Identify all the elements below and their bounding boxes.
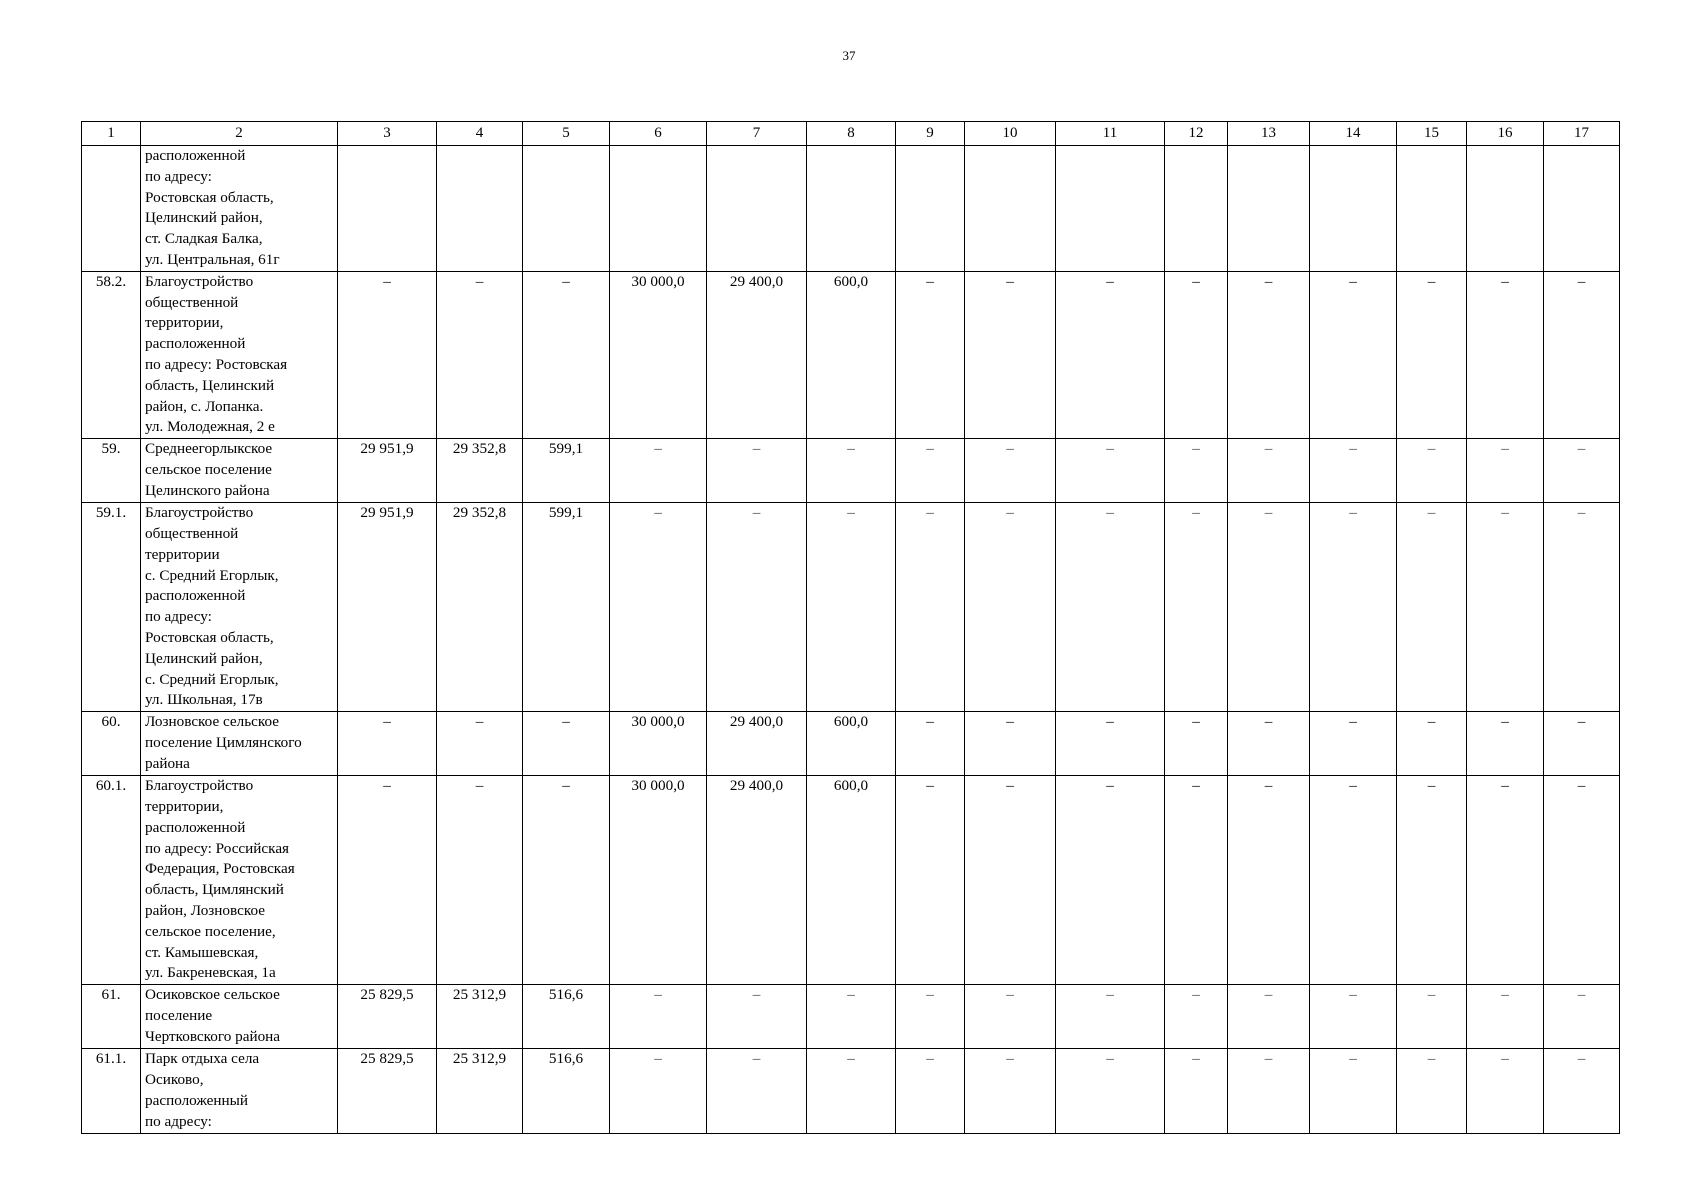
table-row — [82, 776, 1620, 985]
value-cell: – — [965, 1049, 1056, 1134]
value-cell: – — [1228, 503, 1310, 712]
value-cell: – — [965, 985, 1056, 1049]
value-cell: – — [1310, 503, 1397, 712]
value-cell: – — [707, 439, 807, 503]
value-cell: – — [1056, 1049, 1165, 1134]
value-cell: 29 400,0 — [707, 776, 807, 985]
value-cell: 30 000,0 — [610, 776, 707, 985]
object-name-cell: Благоустройство территории, расположенной по адресу: Российская Федерация, Ростовская область, Цимлянский район, Лозновское сельское поселение, ст. Камышевская, ул. Бакреневская, 1а — [141, 776, 338, 985]
value-cell: 516,6 — [523, 1049, 610, 1134]
value-cell: – — [1310, 271, 1397, 438]
object-name-cell: Благоустройство общественной территории с. Средний Егорлык, расположенной по адресу: Ростовская область, Целинский район, с. Средний Егорлык, ул. Школьная, 17в — [141, 503, 338, 712]
value-cell: – — [1544, 776, 1620, 985]
value-cell — [1056, 146, 1165, 272]
value-cell — [965, 146, 1056, 272]
value-cell: – — [610, 503, 707, 712]
value-cell: – — [807, 503, 896, 712]
value-cell: – — [896, 439, 965, 503]
value-cell: – — [896, 776, 965, 985]
value-cell: – — [965, 503, 1056, 712]
value-cell: – — [1056, 271, 1165, 438]
object-name-cell: Осиковское сельское поселение Чертковского района — [141, 985, 338, 1049]
object-name-cell: Благоустройство общественной территории, расположенной по адресу: Ростовская область, Целинский район, с. Лопанка. ул. Молодежная, 2 е — [141, 271, 338, 438]
value-cell: – — [1397, 712, 1467, 776]
column-header: 17 — [1544, 122, 1620, 146]
value-cell: – — [1467, 439, 1544, 503]
value-cell: – — [807, 1049, 896, 1134]
value-cell: – — [437, 271, 523, 438]
table-row — [82, 271, 1620, 438]
column-header: 3 — [338, 122, 437, 146]
value-cell: – — [610, 1049, 707, 1134]
value-cell — [707, 146, 807, 272]
value-cell: – — [965, 776, 1056, 985]
value-cell: – — [1228, 776, 1310, 985]
value-cell: – — [965, 439, 1056, 503]
table-row — [82, 503, 1620, 712]
object-name-cell: Среднеегорлыкское сельское поселение Целинского района — [141, 439, 338, 503]
value-cell: – — [965, 712, 1056, 776]
value-cell: – — [523, 776, 610, 985]
column-header: 7 — [707, 122, 807, 146]
value-cell: – — [1467, 985, 1544, 1049]
value-cell — [807, 146, 896, 272]
value-cell: 600,0 — [807, 271, 896, 438]
value-cell — [1544, 146, 1620, 272]
value-cell: 599,1 — [523, 439, 610, 503]
value-cell: – — [1310, 712, 1397, 776]
value-cell: 29 400,0 — [707, 271, 807, 438]
row-number-cell: 58.2. — [82, 271, 141, 438]
column-header: 9 — [896, 122, 965, 146]
budget-table — [81, 121, 1620, 1134]
column-header: 13 — [1228, 122, 1310, 146]
value-cell: – — [896, 271, 965, 438]
value-cell: – — [338, 776, 437, 985]
value-cell: – — [523, 271, 610, 438]
column-header: 10 — [965, 122, 1056, 146]
row-number-cell: 61.1. — [82, 1049, 141, 1134]
value-cell: – — [896, 712, 965, 776]
column-header: 5 — [523, 122, 610, 146]
column-header: 12 — [1165, 122, 1228, 146]
value-cell: – — [1056, 985, 1165, 1049]
value-cell: – — [1165, 985, 1228, 1049]
value-cell: – — [807, 439, 896, 503]
value-cell: – — [1310, 985, 1397, 1049]
value-cell: – — [1165, 776, 1228, 985]
value-cell: 600,0 — [807, 712, 896, 776]
value-cell: – — [610, 439, 707, 503]
value-cell: – — [965, 271, 1056, 438]
value-cell: – — [1228, 439, 1310, 503]
table-row — [82, 439, 1620, 503]
object-name-cell: Парк отдыха села Осиково, расположенный по адресу: — [141, 1049, 338, 1134]
value-cell: – — [338, 271, 437, 438]
row-number-cell: 59. — [82, 439, 141, 503]
table-row — [82, 712, 1620, 776]
column-header: 1 — [82, 122, 141, 146]
value-cell: – — [1165, 271, 1228, 438]
column-header: 8 — [807, 122, 896, 146]
value-cell — [523, 146, 610, 272]
value-cell: – — [896, 1049, 965, 1134]
row-number-cell: 61. — [82, 985, 141, 1049]
value-cell: – — [707, 1049, 807, 1134]
value-cell: 29 951,9 — [338, 503, 437, 712]
value-cell: – — [1467, 271, 1544, 438]
column-header: 14 — [1310, 122, 1397, 146]
column-header: 2 — [141, 122, 338, 146]
value-cell: – — [1544, 439, 1620, 503]
value-cell: – — [1310, 776, 1397, 985]
value-cell: – — [1397, 439, 1467, 503]
value-cell: – — [1165, 439, 1228, 503]
table-row — [82, 985, 1620, 1049]
value-cell: – — [1228, 271, 1310, 438]
object-name-cell: расположенной по адресу: Ростовская область, Целинский район, ст. Сладкая Балка, ул. Центральная, 61г — [141, 146, 338, 272]
value-cell: – — [1056, 776, 1165, 985]
row-number-cell: 60.1. — [82, 776, 141, 985]
value-cell: 25 312,9 — [437, 1049, 523, 1134]
value-cell: – — [1397, 271, 1467, 438]
value-cell: 29 400,0 — [707, 712, 807, 776]
value-cell: 25 829,5 — [338, 985, 437, 1049]
value-cell: – — [1544, 985, 1620, 1049]
value-cell: 30 000,0 — [610, 712, 707, 776]
value-cell: – — [896, 985, 965, 1049]
column-header: 16 — [1467, 122, 1544, 146]
value-cell: – — [1467, 1049, 1544, 1134]
value-cell: – — [1056, 712, 1165, 776]
row-number-cell — [82, 146, 141, 272]
value-cell: – — [707, 503, 807, 712]
value-cell: – — [1544, 271, 1620, 438]
value-cell: – — [896, 503, 965, 712]
table-row — [82, 146, 1620, 272]
value-cell — [610, 146, 707, 272]
value-cell: – — [1056, 503, 1165, 712]
value-cell: – — [338, 712, 437, 776]
value-cell: – — [1467, 503, 1544, 712]
column-header: 15 — [1397, 122, 1467, 146]
value-cell: – — [1397, 503, 1467, 712]
value-cell: – — [1165, 1049, 1228, 1134]
value-cell: – — [1397, 985, 1467, 1049]
column-header: 11 — [1056, 122, 1165, 146]
value-cell: – — [707, 985, 807, 1049]
value-cell: – — [1310, 1049, 1397, 1134]
value-cell: – — [1228, 1049, 1310, 1134]
value-cell: – — [1544, 712, 1620, 776]
value-cell: – — [1467, 776, 1544, 985]
value-cell: – — [1397, 1049, 1467, 1134]
value-cell — [1228, 146, 1310, 272]
value-cell — [1397, 146, 1467, 272]
value-cell: – — [1165, 712, 1228, 776]
value-cell — [1467, 146, 1544, 272]
value-cell — [1165, 146, 1228, 272]
row-number-cell: 60. — [82, 712, 141, 776]
value-cell: – — [1056, 439, 1165, 503]
value-cell: 600,0 — [807, 776, 896, 985]
value-cell — [896, 146, 965, 272]
value-cell: – — [1165, 503, 1228, 712]
value-cell — [437, 146, 523, 272]
value-cell — [338, 146, 437, 272]
value-cell: 29 352,8 — [437, 439, 523, 503]
page-number: 37 — [842, 48, 856, 63]
value-cell: – — [1544, 1049, 1620, 1134]
object-name-cell: Лозновское сельское поселение Цимлянского района — [141, 712, 338, 776]
value-cell — [1310, 146, 1397, 272]
value-cell: – — [437, 776, 523, 985]
value-cell: 516,6 — [523, 985, 610, 1049]
value-cell: – — [1310, 439, 1397, 503]
column-header: 4 — [437, 122, 523, 146]
value-cell: – — [1228, 712, 1310, 776]
column-header: 6 — [610, 122, 707, 146]
value-cell: 29 951,9 — [338, 439, 437, 503]
value-cell: – — [1467, 712, 1544, 776]
value-cell: – — [1397, 776, 1467, 985]
value-cell: 29 352,8 — [437, 503, 523, 712]
value-cell: – — [1228, 985, 1310, 1049]
value-cell: 599,1 — [523, 503, 610, 712]
value-cell: – — [807, 985, 896, 1049]
table-row — [82, 1049, 1620, 1134]
row-number-cell: 59.1. — [82, 503, 141, 712]
value-cell: 25 312,9 — [437, 985, 523, 1049]
value-cell: – — [437, 712, 523, 776]
value-cell: – — [1544, 503, 1620, 712]
value-cell: 30 000,0 — [610, 271, 707, 438]
value-cell: – — [523, 712, 610, 776]
column-number-row — [82, 122, 1620, 146]
value-cell: – — [610, 985, 707, 1049]
value-cell: 25 829,5 — [338, 1049, 437, 1134]
